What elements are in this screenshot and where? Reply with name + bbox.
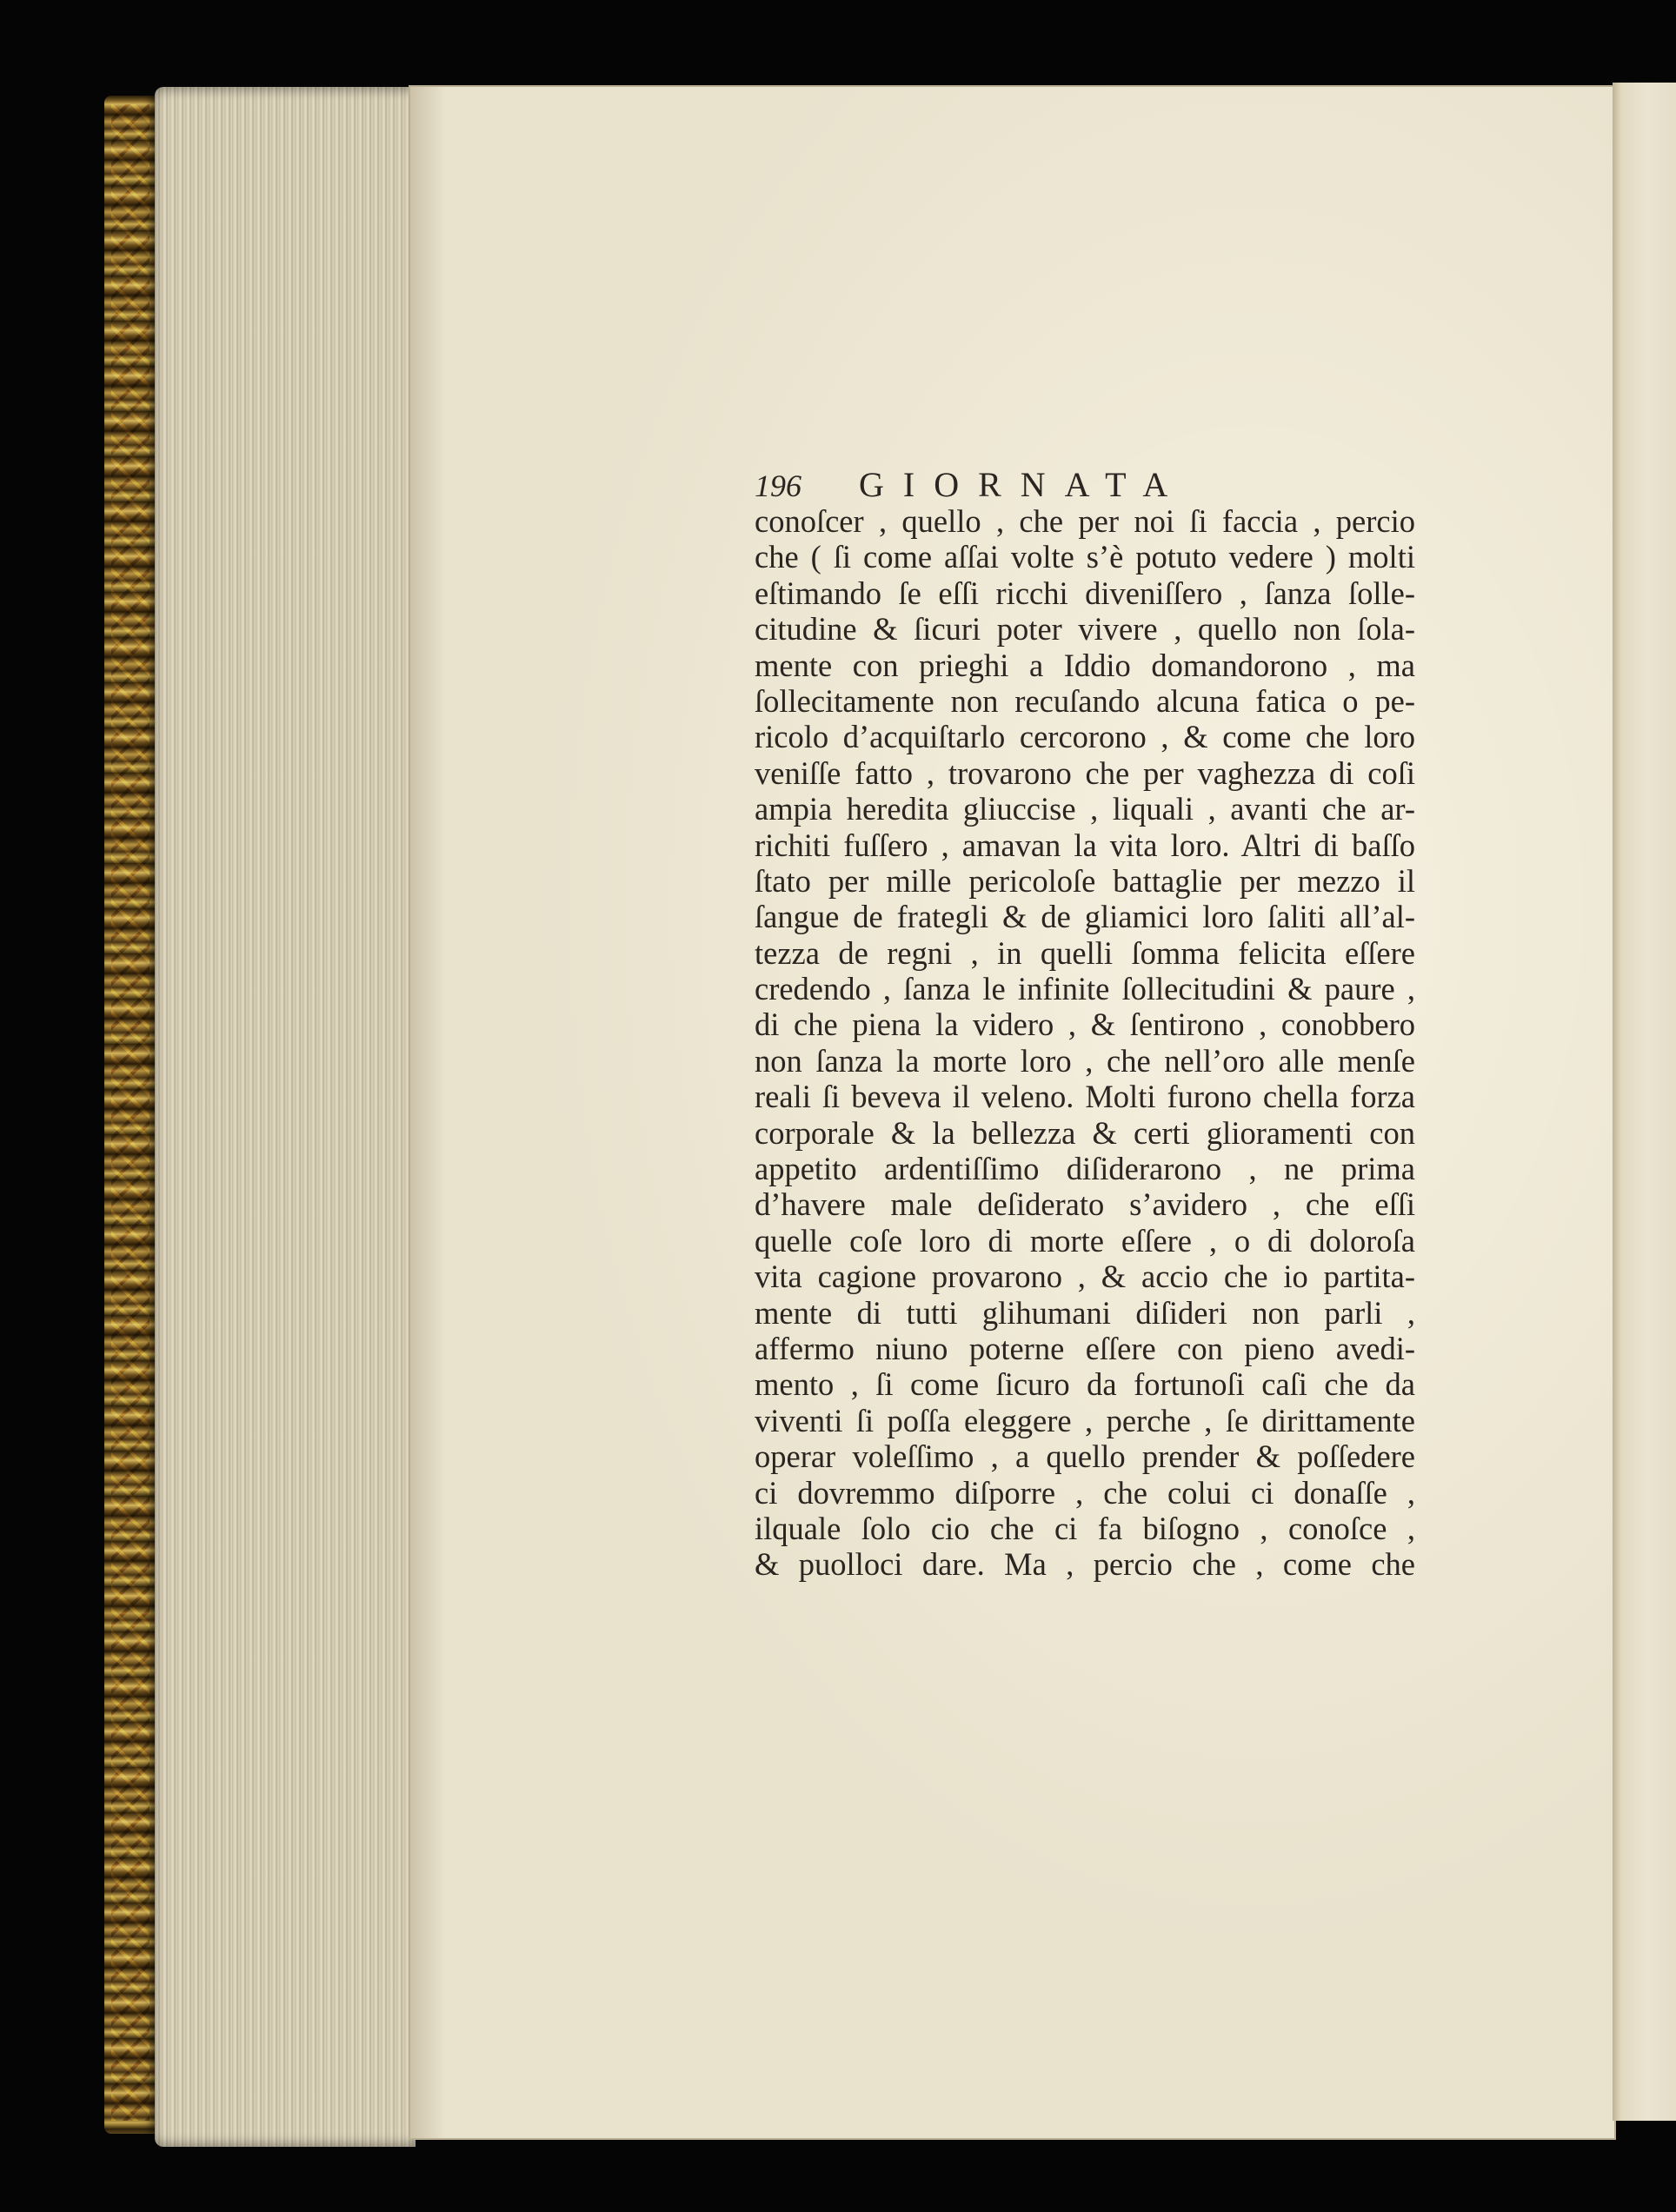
text-line: di che piena la videro , & ſentirono , conobbero	[755, 1006, 1415, 1043]
running-head: GIORNATA	[859, 465, 1187, 504]
text-line: appetito ardentiſſimo diſiderarono , ne prima	[755, 1151, 1415, 1187]
page-number: 196	[755, 468, 801, 503]
text-line: che ( ſi come aſſai volte s’è potuto vedere ) molti	[755, 539, 1415, 575]
text-line: quelle coſe loro di morte eſſere , o di doloroſa	[755, 1222, 1415, 1259]
text-line: vita cagione provarono , & accio che io partita-	[755, 1259, 1415, 1295]
text-line: non ſanza la morte loro , che nell’oro alle menſe	[755, 1042, 1415, 1079]
text-line: ci dovremmo diſporre , che colui ci donaſſe ,	[755, 1474, 1415, 1511]
facing-page-edge	[1613, 83, 1676, 2121]
text-line: tezza de regni , in quelli ſomma felicita eſſere	[755, 934, 1415, 971]
text-line: ſangue de frategli & de gliamici loro ſaliti all’al-	[755, 899, 1415, 935]
text-line: veniſſe fatto , trovarono che per vaghezza di coſi	[755, 754, 1415, 791]
text-line: viventi ſi poſſa eleggere , perche , ſe dirittamente	[755, 1402, 1415, 1438]
spine-ornament	[111, 104, 150, 2121]
text-line: eſtimando ſe eſſi ricchi diveniſſero , ſanza ſolle-	[755, 575, 1415, 611]
text-line: credendo , ſanza le infinite ſollecitudini & paure ,	[755, 971, 1415, 1007]
text-line: conoſcer , quello , che per noi ſi faccia , percio	[755, 503, 1415, 539]
text-line: operar voleſſimo , a quello prender & poſſedere	[755, 1438, 1415, 1475]
text-line: ſtato per mille pericoloſe battaglie per mezzo il	[755, 862, 1415, 899]
text-block	[755, 467, 1415, 1583]
text-line: mente con prieghi a Iddio domandorono , ma	[755, 647, 1415, 683]
text-line: mente di tutti glihumani diſideri non parli ,	[755, 1294, 1415, 1331]
text-line: ilquale ſolo cio che ci fa biſogno , conoſce ,	[755, 1510, 1415, 1546]
page-header	[755, 467, 1415, 503]
text-line: ſollecitamente non recuſando alcuna fatica o pe-	[755, 682, 1415, 719]
text-line: ricolo d’acquiſtarlo cercorono , & come che loro	[755, 719, 1415, 755]
text-line: reali ſi beveva il veleno. Molti furono chella forza	[755, 1079, 1415, 1115]
body-text	[755, 503, 1415, 1583]
text-line: affermo niuno poterne eſſere con pieno avedi-	[755, 1330, 1415, 1366]
page-edges	[155, 87, 416, 2147]
text-line: ampia heredita gliuccise , liquali , avanti che ar-	[755, 791, 1415, 827]
text-line: richiti fuſſero , amavan la vita loro. Altri di baſſo	[755, 827, 1415, 863]
text-line: & puolloci dare. Ma , percio che , come che	[755, 1546, 1415, 1583]
text-line: d’havere male deſiderato s’avidero , che eſſi	[755, 1186, 1415, 1223]
text-line: mento , ſi come ſicuro da fortunoſi caſi che da	[755, 1366, 1415, 1403]
text-line: corporale & la bellezza & certi glioramenti con	[755, 1114, 1415, 1151]
text-line: citudine & ſicuri poter vivere , quello non ſola-	[755, 611, 1415, 648]
